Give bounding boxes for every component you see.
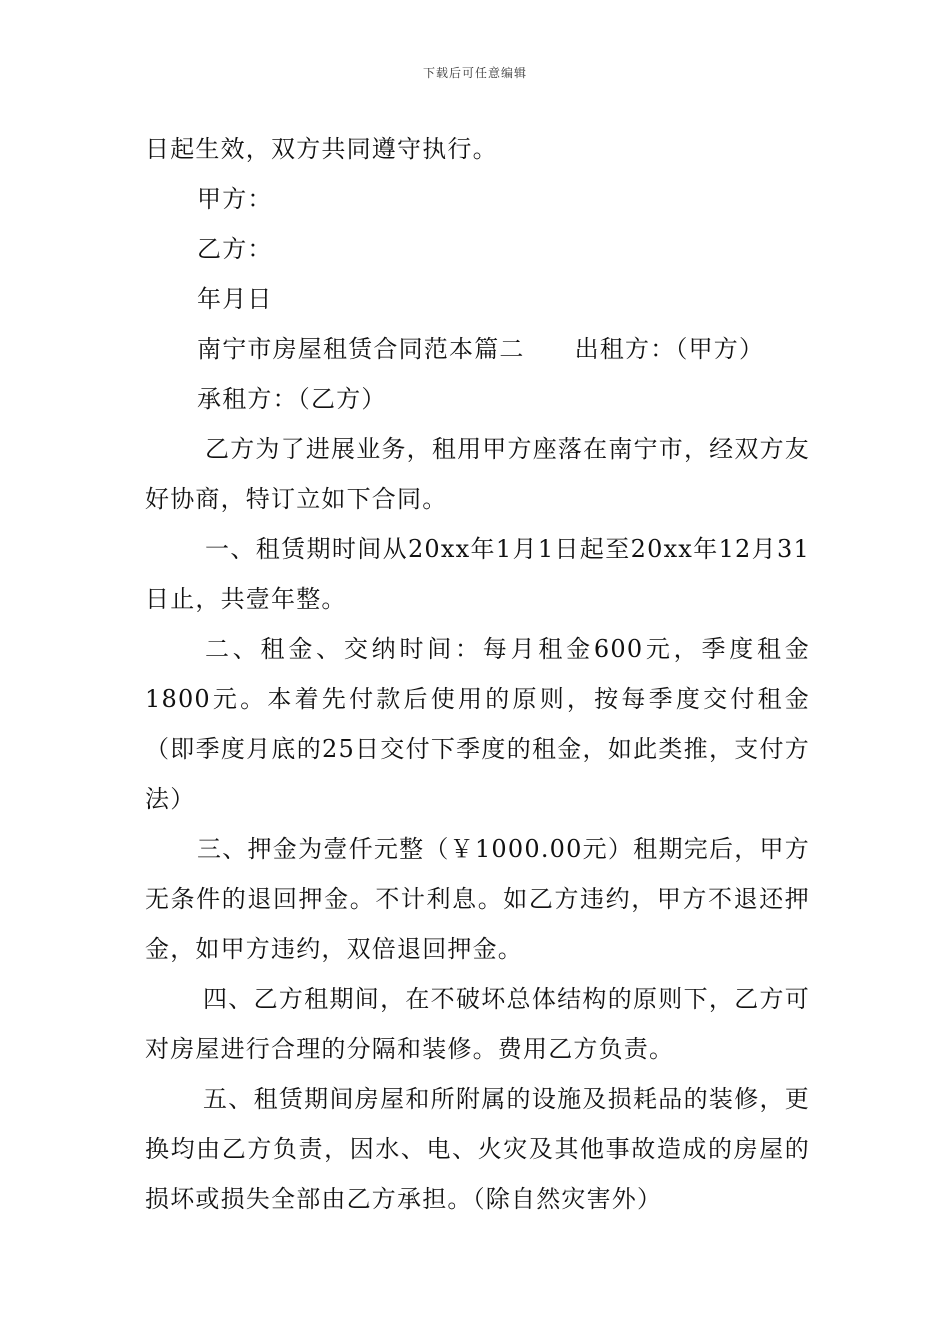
page-header: 下载后可任意编辑 — [422, 66, 527, 80]
party-a-signature: 甲方： — [197, 185, 273, 213]
title-line — [145, 324, 810, 374]
party-b-signature: 乙方： — [197, 235, 273, 263]
clause-2: 二、租金、交纳时间：每月租金600元，季度租金1800元。本着先付款后使用的原则，按每季度交付租金（即季度月底的25日交付下季度的租金，如此类推，支付方法） — [145, 635, 810, 813]
clause-4: 四、乙方租期间，在不破坏总体结构的原则下，乙方可对房屋进行合理的分隔和装修。费用乙方负责。 — [145, 985, 810, 1063]
clause-5: 五、租赁期间房屋和所附属的设施及损耗品的装修，更换均由乙方负责，因水、电、火灾及其他事故造成的房屋的损坏或损失全部由乙方承担。（除自然灾害外） — [145, 1085, 810, 1213]
date-line: 年月日 — [197, 285, 273, 313]
lessor-label: 出租方：（甲方） — [574, 335, 765, 363]
effective-line: 日起生效，双方共同遵守执行。 — [145, 135, 498, 163]
lessee-label: 承租方：（乙方） — [197, 385, 387, 413]
clause-1: 一、租赁期时间从20xx年1月1日起至20xx年12月31日止，共壹年整。 — [145, 535, 810, 613]
contract-title: 南宁市房屋租赁合同范本篇二 — [197, 335, 525, 363]
intro-paragraph: 乙方为了进展业务，租用甲方座落在南宁市，经双方友好协商，特订立如下合同。 — [145, 435, 810, 513]
document-body — [145, 124, 810, 1224]
clause-3: 三、押金为壹仟元整（￥1000.00元）租期完后，甲方无条件的退回押金。不计利息。如乙方违约，甲方不退还押金，如甲方违约，双倍退回押金。 — [145, 835, 810, 963]
